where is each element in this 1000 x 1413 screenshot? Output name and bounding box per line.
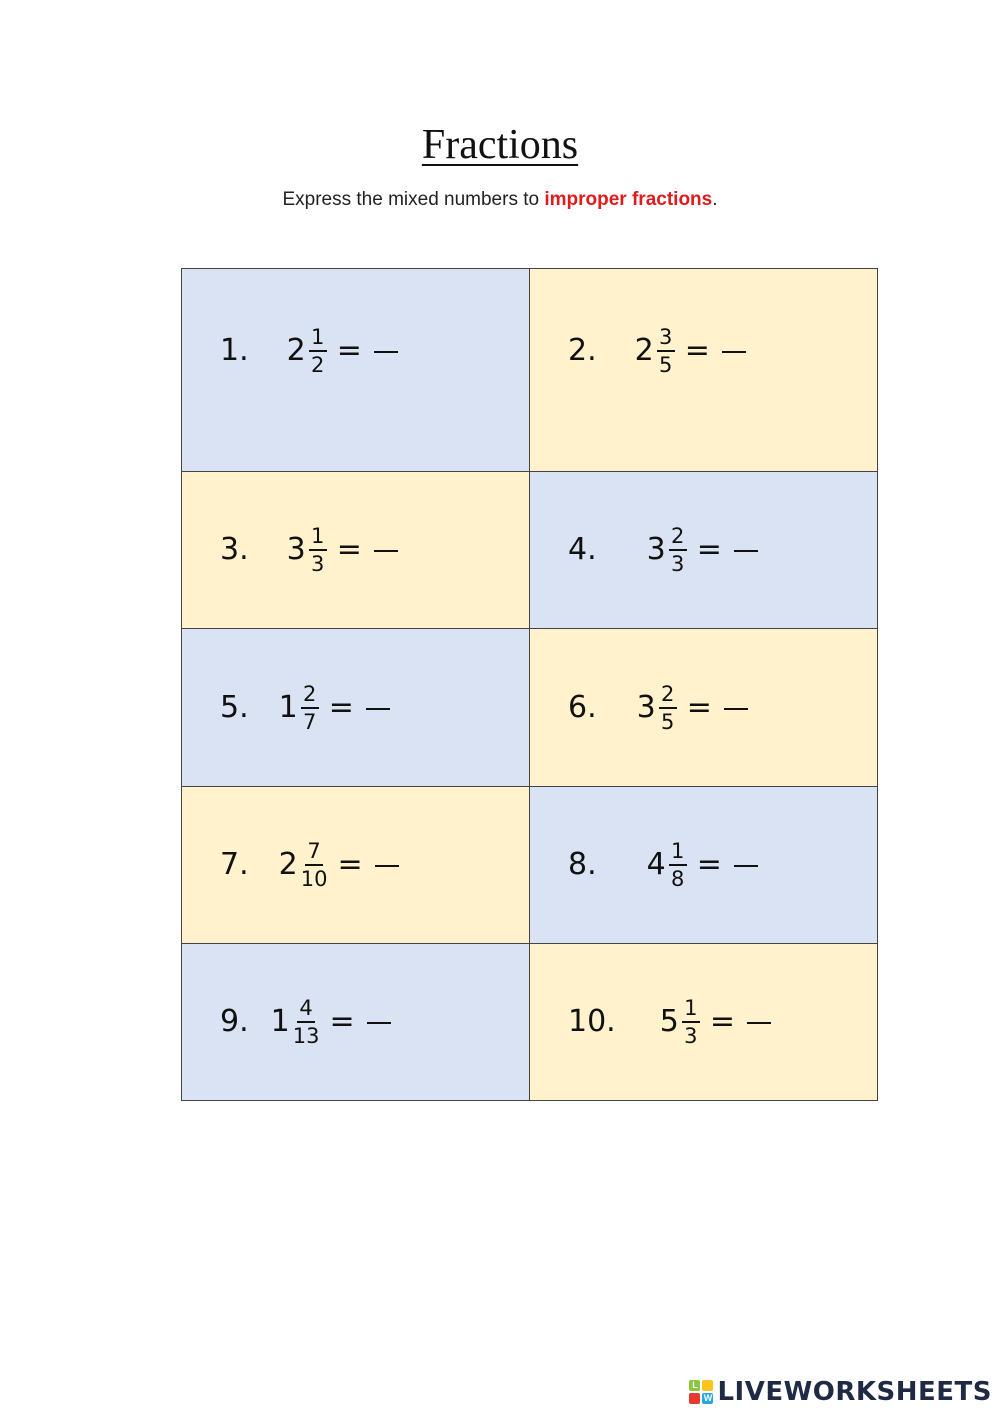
problem-number: 10. (568, 1004, 616, 1039)
logo-letter-w: W (703, 1393, 713, 1403)
numerator: 1 (669, 839, 687, 866)
problem-7 (220, 839, 399, 891)
fraction (682, 996, 700, 1048)
answer-blank[interactable] (375, 865, 399, 867)
denominator: 3 (311, 552, 325, 576)
answer-blank[interactable] (734, 550, 758, 552)
whole-number: 3 (286, 532, 306, 567)
logo-icon (689, 1380, 713, 1404)
numerator: 3 (657, 325, 675, 352)
problem-6 (568, 682, 748, 734)
numerator: 2 (301, 682, 319, 709)
logo-square-red (689, 1393, 700, 1404)
whole-number: 5 (659, 1004, 679, 1039)
whole-number: 2 (278, 847, 298, 882)
whole-number: 3 (646, 532, 666, 567)
equals-sign: = (336, 532, 362, 567)
equals-sign: = (709, 1004, 735, 1039)
numerator: 4 (297, 996, 315, 1023)
numerator: 2 (659, 682, 677, 709)
problem-cell-5 (182, 629, 530, 787)
problem-cell-6 (530, 629, 877, 787)
problem-cell-4 (530, 472, 877, 629)
fraction (309, 524, 327, 576)
denominator: 10 (300, 867, 328, 891)
answer-blank[interactable] (724, 708, 748, 710)
problem-2 (568, 325, 746, 377)
answer-blank[interactable] (367, 1022, 391, 1024)
page-title: Fractions (421, 122, 579, 168)
equals-sign: = (696, 847, 722, 882)
logo-square-yellow (702, 1380, 713, 1391)
problem-number: 9. (220, 1004, 249, 1039)
problem-number: 2. (568, 333, 597, 368)
equals-sign: = (337, 847, 363, 882)
problem-4 (568, 524, 758, 576)
denominator: 3 (684, 1024, 698, 1048)
problem-9 (220, 996, 391, 1048)
problem-number: 8. (568, 847, 597, 882)
fraction (669, 524, 687, 576)
denominator: 2 (311, 353, 325, 377)
fraction (301, 839, 328, 891)
answer-blank[interactable] (734, 865, 758, 867)
denominator: 13 (292, 1024, 320, 1048)
problem-cell-9 (182, 944, 530, 1100)
equals-sign: = (336, 333, 362, 368)
fraction (293, 996, 320, 1048)
problem-cell-1 (182, 269, 530, 472)
equals-sign: = (329, 1004, 355, 1039)
answer-blank[interactable] (374, 351, 398, 353)
fraction (301, 682, 319, 734)
problem-number: 3. (220, 532, 249, 567)
whole-number: 1 (278, 689, 298, 725)
problem-grid (181, 268, 878, 1101)
problem-cell-8 (530, 787, 877, 944)
whole-number: 2 (634, 333, 654, 368)
instruction-suffix: . (712, 189, 718, 210)
problem-number: 1. (220, 333, 249, 368)
numerator: 1 (309, 325, 327, 352)
answer-blank[interactable] (722, 351, 746, 353)
problem-number: 4. (568, 532, 597, 567)
liveworksheets-logo[interactable] (689, 1377, 992, 1407)
denominator: 7 (303, 709, 317, 734)
instruction-highlight: improper fractions (544, 189, 713, 210)
denominator: 5 (659, 353, 673, 377)
denominator: 3 (671, 552, 685, 576)
numerator: 1 (309, 524, 327, 551)
problem-cell-10 (530, 944, 877, 1100)
numerator: 1 (682, 996, 700, 1023)
whole-number: 1 (270, 1004, 290, 1039)
fraction (309, 325, 327, 377)
denominator: 5 (661, 709, 675, 734)
instruction-text (0, 186, 1000, 214)
problem-10 (568, 996, 771, 1048)
denominator: 8 (671, 867, 685, 891)
answer-blank[interactable] (747, 1022, 771, 1024)
problem-cell-3 (182, 472, 530, 629)
fraction (659, 682, 677, 734)
whole-number: 3 (636, 689, 656, 725)
equals-sign: = (328, 689, 354, 725)
equals-sign: = (684, 333, 710, 368)
equals-sign: = (686, 689, 712, 725)
fraction (669, 839, 687, 891)
problem-5 (220, 682, 390, 734)
fraction (657, 325, 675, 377)
instruction-prefix: Express the mixed numbers to (282, 189, 545, 210)
problem-8 (568, 839, 758, 891)
problem-3 (220, 524, 398, 576)
problem-cell-7 (182, 787, 530, 944)
logo-letter-l: L (689, 1380, 700, 1391)
whole-number: 2 (286, 333, 306, 368)
numerator: 7 (305, 839, 323, 866)
problem-number: 7. (220, 847, 249, 882)
problem-number: 5. (220, 689, 249, 725)
problem-cell-2 (530, 269, 877, 472)
problem-1 (220, 325, 398, 377)
equals-sign: = (696, 532, 722, 567)
answer-blank[interactable] (374, 550, 398, 552)
logo-text: LIVEWORKSHEETS (717, 1377, 992, 1407)
numerator: 2 (669, 524, 687, 551)
whole-number: 4 (646, 847, 666, 882)
problem-number: 6. (568, 689, 597, 725)
answer-blank[interactable] (366, 708, 390, 710)
